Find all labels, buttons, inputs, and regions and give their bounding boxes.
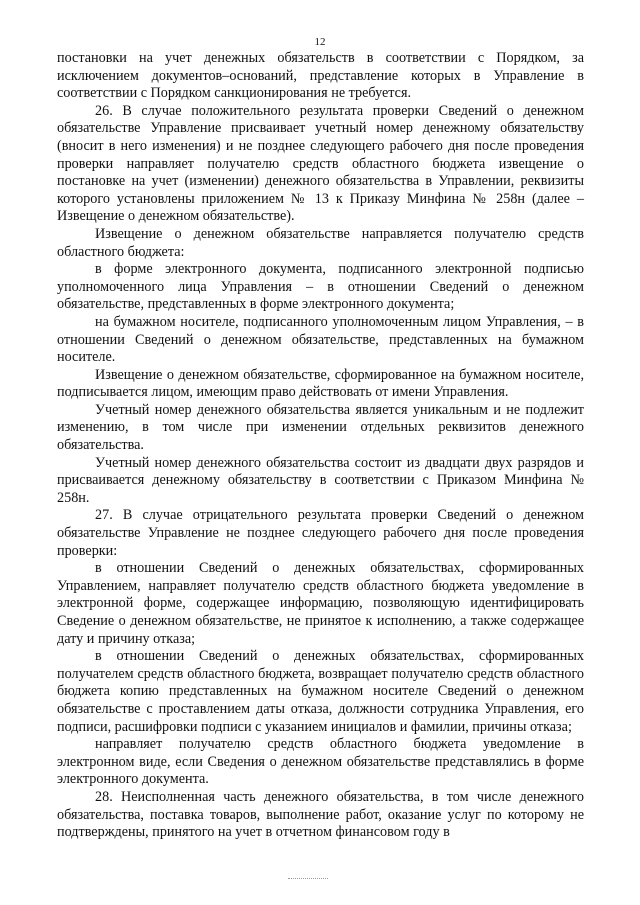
paragraph: Извещение о денежном обязательстве, сформированное на бумажном носителе, подписывается лицом, имеющим право действовать от имени Управления. [57, 366, 584, 401]
paragraph: Извещение о денежном обязательстве направляется получателю средств областного бюджета: [57, 225, 584, 260]
paragraph: в отношении Сведений о денежных обязательствах, сформированных получателем средств областного бюджета, возвращает получателю средств областного бюджета копию представленных на бумажном носителе Сведений о денежном обязательстве с проставлением даты отказа, должности сотрудника Управления, его подписи, расшифровки подписи с указанием инициалов и фамилии, причины отказа; [57, 648, 584, 735]
page-number: 12 [314, 36, 326, 48]
paragraph: постановки на учет денежных обязательств в соответствии с Порядком, за исключением документов–оснований, представление которых в Управление в соответствии с Порядком санкционирования не требуется. [57, 50, 584, 102]
paragraph: 27. В случае отрицательного результата проверки Сведений о денежном обязательстве Управление не позднее следующего рабочего дня после проведения проверки: [57, 507, 584, 559]
paragraph: Учетный номер денежного обязательства является уникальным и не подлежит изменению, в том числе при изменении отдельных реквизитов денежного обязательства. [57, 401, 584, 454]
footer-divider [288, 878, 328, 880]
paragraph: в отношении Сведений о денежных обязательствах, сформированных Управлением, направляет получателю средств областного бюджета уведомление в электронной форме, содержащее информацию, позволяющую идентифицировать Сведение о денежном обязательстве, не принятое к исполнению, а также содержащее дату и причину отказа; [57, 560, 584, 647]
paragraph: 28. Неисполненная часть денежного обязательства, в том числе денежного обязательства, поставка товаров, выполнение работ, оказание услуг по которому не подтверждены, принятого на учет в отчетном финансовом году в [57, 788, 584, 841]
document-body [57, 50, 584, 842]
paragraph: на бумажном носителе, подписанного уполномоченным лицом Управления, – в отношении Сведений о денежном обязательстве, представленных на бумажном носителе. [57, 313, 584, 366]
paragraph: Учетный номер денежного обязательства состоит из двадцати двух разрядов и присваивается денежному обязательству в соответствии с Приказом Минфина № 258н. [57, 454, 584, 506]
paragraph: 26. В случае положительного результата проверки Сведений о денежном обязательстве Управление присваивает учетный номер денежному обязательству (вносит в него изменения) и не позднее следующего рабочего дня после проведения проверки направляет получателю средств областного бюджета извещение о постановке на учет (изменении) денежного обязательства в Управлении, реквизиты которого установлены приложением № 13 к Приказу Минфина № 258н (далее – Извещение о денежном обязательстве). [57, 102, 584, 225]
paragraph: в форме электронного документа, подписанного электронной подписью уполномоченного лица Управления – в отношении Сведений о денежном обязательстве, представленных в форме электронного документа; [57, 261, 584, 313]
paragraph: направляет получателю средств областного бюджета уведомление в электронном виде, если Сведения о денежном обязательстве представлялись в форме электронного документа. [57, 736, 584, 788]
